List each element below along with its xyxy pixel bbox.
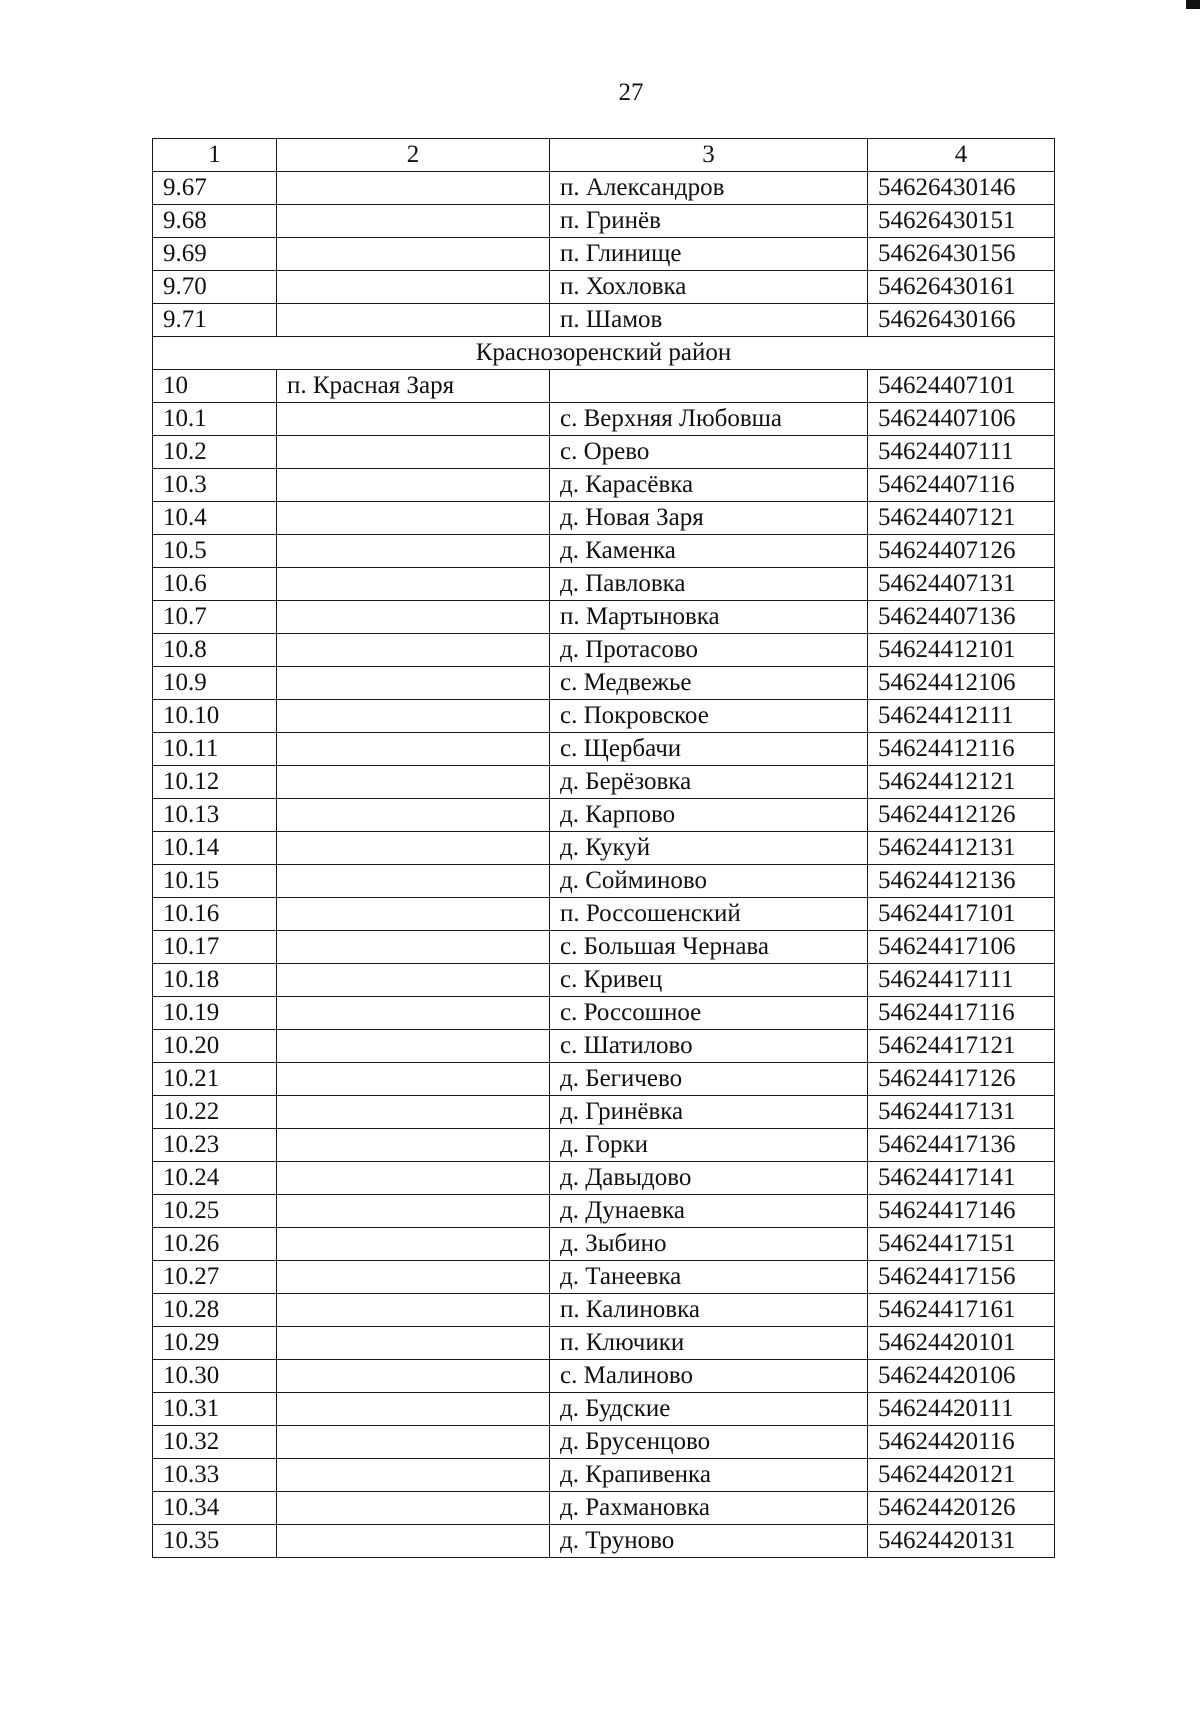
settlement-name: п. Глинище: [550, 238, 868, 271]
admin-center: [277, 1129, 550, 1162]
table-row: [153, 634, 1055, 667]
oktmo-code: 54624417126: [868, 1063, 1055, 1096]
settlement-name: с. Медвежье: [550, 667, 868, 700]
settlement-name: с. Малиново: [550, 1360, 868, 1393]
row-number: 10.4: [153, 502, 277, 535]
settlement-name: с. Орево: [550, 436, 868, 469]
admin-center: [277, 1030, 550, 1063]
settlement-name: д. Берёзовка: [550, 766, 868, 799]
row-number: 10.33: [153, 1459, 277, 1492]
admin-center: [277, 832, 550, 865]
table-row: [153, 667, 1055, 700]
table-row: [153, 865, 1055, 898]
table-row: [153, 1129, 1055, 1162]
table-row: [153, 271, 1055, 304]
settlement-name: с. Покровское: [550, 700, 868, 733]
table-row: [153, 964, 1055, 997]
settlement-name: с. Щербачи: [550, 733, 868, 766]
table-row: [153, 1459, 1055, 1492]
admin-center: [277, 535, 550, 568]
table-row: [153, 403, 1055, 436]
oktmo-code: 54624417161: [868, 1294, 1055, 1327]
settlement-name: п. Александров: [550, 172, 868, 205]
admin-center: [277, 1492, 550, 1525]
settlement-name: с. Россошное: [550, 997, 868, 1030]
column-number-row: [153, 139, 1055, 172]
settlement-name: п. Ключики: [550, 1327, 868, 1360]
settlement-name: с. Верхняя Любовша: [550, 403, 868, 436]
table-row: [153, 898, 1055, 931]
table-row: [153, 568, 1055, 601]
oktmo-code: 54624407116: [868, 469, 1055, 502]
oktmo-code: 54624420111: [868, 1393, 1055, 1426]
table-row: [153, 1162, 1055, 1195]
row-number: 10.22: [153, 1096, 277, 1129]
table-row: [153, 733, 1055, 766]
row-number: 10.9: [153, 667, 277, 700]
oktmo-code: 54624407121: [868, 502, 1055, 535]
row-number: 10.10: [153, 700, 277, 733]
table-row: [153, 304, 1055, 337]
row-number: 10.21: [153, 1063, 277, 1096]
settlement-name: д. Бегичево: [550, 1063, 868, 1096]
table-row: [153, 799, 1055, 832]
admin-center: [277, 931, 550, 964]
admin-center: [277, 1360, 550, 1393]
table-row: [153, 1492, 1055, 1525]
oktmo-code: 54624417106: [868, 931, 1055, 964]
admin-center: [277, 469, 550, 502]
admin-center: [277, 667, 550, 700]
settlement-name: д. Труново: [550, 1525, 868, 1558]
settlement-name: п. Хохловка: [550, 271, 868, 304]
table-row: [153, 370, 1055, 403]
settlement-name: п. Калиновка: [550, 1294, 868, 1327]
row-number: 10.6: [153, 568, 277, 601]
table-row: [153, 832, 1055, 865]
row-number: 10.7: [153, 601, 277, 634]
admin-center: [277, 1261, 550, 1294]
admin-center: [277, 271, 550, 304]
oktmo-code: 54624417116: [868, 997, 1055, 1030]
table-row: [153, 1063, 1055, 1096]
admin-center: [277, 1459, 550, 1492]
admin-center: п. Красная Заря: [277, 370, 550, 403]
admin-center: [277, 997, 550, 1030]
row-number: 9.71: [153, 304, 277, 337]
oktmo-code: 54624412116: [868, 733, 1055, 766]
oktmo-code: 54624407111: [868, 436, 1055, 469]
oktmo-code: 54624412101: [868, 634, 1055, 667]
row-number: 10.16: [153, 898, 277, 931]
admin-center: [277, 238, 550, 271]
settlement-name: д. Дунаевка: [550, 1195, 868, 1228]
oktmo-code: 54624420106: [868, 1360, 1055, 1393]
district-heading-row: [153, 337, 1055, 370]
settlement-name: п. Гринёв: [550, 205, 868, 238]
admin-center: [277, 304, 550, 337]
admin-center: [277, 700, 550, 733]
oktmo-code: 54624417121: [868, 1030, 1055, 1063]
settlement-name: [550, 370, 868, 403]
settlement-name: д. Брусенцово: [550, 1426, 868, 1459]
row-number: 10.30: [153, 1360, 277, 1393]
page-number: 27: [618, 79, 644, 106]
settlement-name: д. Горки: [550, 1129, 868, 1162]
row-number: 9.68: [153, 205, 277, 238]
settlement-name: с. Шатилово: [550, 1030, 868, 1063]
row-number: 10.13: [153, 799, 277, 832]
oktmo-code: 54624412111: [868, 700, 1055, 733]
settlement-name: д. Протасово: [550, 634, 868, 667]
admin-center: [277, 1393, 550, 1426]
admin-center: [277, 898, 550, 931]
table-row: [153, 1294, 1055, 1327]
admin-center: [277, 1096, 550, 1129]
row-number: 10.25: [153, 1195, 277, 1228]
row-number: 10.2: [153, 436, 277, 469]
oktmo-code: 54624412136: [868, 865, 1055, 898]
row-number: 10.5: [153, 535, 277, 568]
oktmo-code: 54624417151: [868, 1228, 1055, 1261]
table-row: [153, 172, 1055, 205]
oktmo-code: 54624417101: [868, 898, 1055, 931]
oktmo-code: 54624417136: [868, 1129, 1055, 1162]
row-number: 10.26: [153, 1228, 277, 1261]
row-number: 10.12: [153, 766, 277, 799]
table-row: [153, 1261, 1055, 1294]
admin-center: [277, 1525, 550, 1558]
admin-center: [277, 1327, 550, 1360]
admin-center: [277, 601, 550, 634]
oktmo-code: 54624412121: [868, 766, 1055, 799]
settlement-name: д. Каменка: [550, 535, 868, 568]
oktmo-code: 54624407136: [868, 601, 1055, 634]
settlement-name: п. Шамов: [550, 304, 868, 337]
row-number: 10.18: [153, 964, 277, 997]
row-number: 10.23: [153, 1129, 277, 1162]
settlement-name: п. Россошенский: [550, 898, 868, 931]
table-row: [153, 1426, 1055, 1459]
admin-center: [277, 634, 550, 667]
settlement-name: с. Большая Чернава: [550, 931, 868, 964]
column-header-1: 1: [153, 139, 277, 172]
settlement-name: д. Новая Заря: [550, 502, 868, 535]
oktmo-code: 54624420121: [868, 1459, 1055, 1492]
oktmo-code: 54624407126: [868, 535, 1055, 568]
settlement-name: д. Крапивенка: [550, 1459, 868, 1492]
admin-center: [277, 964, 550, 997]
oktmo-code: 54624412106: [868, 667, 1055, 700]
table-row: [153, 1360, 1055, 1393]
oktmo-code: 54624417146: [868, 1195, 1055, 1228]
admin-center: [277, 865, 550, 898]
scan-edge-mark: [1186, 0, 1200, 9]
table-row: [153, 1195, 1055, 1228]
oktmo-code: 54624417111: [868, 964, 1055, 997]
district-heading: Краснозоренский район: [153, 337, 1055, 370]
row-number: 9.70: [153, 271, 277, 304]
row-number: 10.19: [153, 997, 277, 1030]
column-header-4: 4: [868, 139, 1055, 172]
table-row: [153, 1327, 1055, 1360]
table-row: [153, 601, 1055, 634]
settlement-name: п. Мартыновка: [550, 601, 868, 634]
admin-center: [277, 172, 550, 205]
table-row: [153, 238, 1055, 271]
row-number: 10.20: [153, 1030, 277, 1063]
oktmo-code: 54624412131: [868, 832, 1055, 865]
column-header-2: 2: [277, 139, 550, 172]
row-number: 10.11: [153, 733, 277, 766]
row-number: 9.67: [153, 172, 277, 205]
row-number: 10.34: [153, 1492, 277, 1525]
oktmo-code: 54624407131: [868, 568, 1055, 601]
row-number: 10.15: [153, 865, 277, 898]
column-header-3: 3: [550, 139, 868, 172]
table-row: [153, 436, 1055, 469]
table-body: [153, 172, 1055, 1558]
row-number: 10.27: [153, 1261, 277, 1294]
admin-center: [277, 502, 550, 535]
admin-center: [277, 205, 550, 238]
table-row: [153, 1228, 1055, 1261]
table-row: [153, 535, 1055, 568]
settlement-name: д. Карасёвка: [550, 469, 868, 502]
oktmo-code: 54624420116: [868, 1426, 1055, 1459]
oktmo-code: 54624407101: [868, 370, 1055, 403]
row-number: 10: [153, 370, 277, 403]
row-number: 10.8: [153, 634, 277, 667]
admin-center: [277, 403, 550, 436]
settlement-name: д. Кукуй: [550, 832, 868, 865]
oktmo-code: 54624420126: [868, 1492, 1055, 1525]
table-row: [153, 469, 1055, 502]
admin-center: [277, 733, 550, 766]
oktmo-code: 54624420131: [868, 1525, 1055, 1558]
settlement-name: д. Танеевка: [550, 1261, 868, 1294]
row-number: 10.3: [153, 469, 277, 502]
table-row: [153, 997, 1055, 1030]
admin-center: [277, 766, 550, 799]
row-number: 10.32: [153, 1426, 277, 1459]
oktmo-code: 54626430151: [868, 205, 1055, 238]
table-row: [153, 1525, 1055, 1558]
settlements-table: [152, 138, 1055, 1558]
oktmo-code: 54624420101: [868, 1327, 1055, 1360]
table-row: [153, 1393, 1055, 1426]
table-row: [153, 1096, 1055, 1129]
settlement-name: д. Будские: [550, 1393, 868, 1426]
settlement-name: д. Сойминово: [550, 865, 868, 898]
oktmo-code: 54624417131: [868, 1096, 1055, 1129]
settlement-name: д. Давыдово: [550, 1162, 868, 1195]
settlement-name: д. Зыбино: [550, 1228, 868, 1261]
settlement-name: д. Рахмановка: [550, 1492, 868, 1525]
row-number: 10.35: [153, 1525, 277, 1558]
row-number: 10.29: [153, 1327, 277, 1360]
table-row: [153, 502, 1055, 535]
admin-center: [277, 1294, 550, 1327]
oktmo-code: 54626430161: [868, 271, 1055, 304]
row-number: 10.17: [153, 931, 277, 964]
table-row: [153, 766, 1055, 799]
settlement-name: д. Гринёвка: [550, 1096, 868, 1129]
admin-center: [277, 568, 550, 601]
admin-center: [277, 1228, 550, 1261]
row-number: 9.69: [153, 238, 277, 271]
admin-center: [277, 1426, 550, 1459]
oktmo-code: 54626430156: [868, 238, 1055, 271]
table-row: [153, 700, 1055, 733]
settlement-name: д. Павловка: [550, 568, 868, 601]
oktmo-code: 54624407106: [868, 403, 1055, 436]
oktmo-code: 54624412126: [868, 799, 1055, 832]
admin-center: [277, 1063, 550, 1096]
oktmo-code: 54624417141: [868, 1162, 1055, 1195]
row-number: 10.28: [153, 1294, 277, 1327]
row-number: 10.31: [153, 1393, 277, 1426]
oktmo-code: 54624417156: [868, 1261, 1055, 1294]
oktmo-code: 54626430166: [868, 304, 1055, 337]
admin-center: [277, 1162, 550, 1195]
row-number: 10.14: [153, 832, 277, 865]
row-number: 10.1: [153, 403, 277, 436]
row-number: 10.24: [153, 1162, 277, 1195]
table-row: [153, 1030, 1055, 1063]
table-row: [153, 205, 1055, 238]
table-row: [153, 931, 1055, 964]
admin-center: [277, 799, 550, 832]
admin-center: [277, 1195, 550, 1228]
oktmo-code: 54626430146: [868, 172, 1055, 205]
settlement-name: д. Карпово: [550, 799, 868, 832]
settlement-name: с. Кривец: [550, 964, 868, 997]
admin-center: [277, 436, 550, 469]
